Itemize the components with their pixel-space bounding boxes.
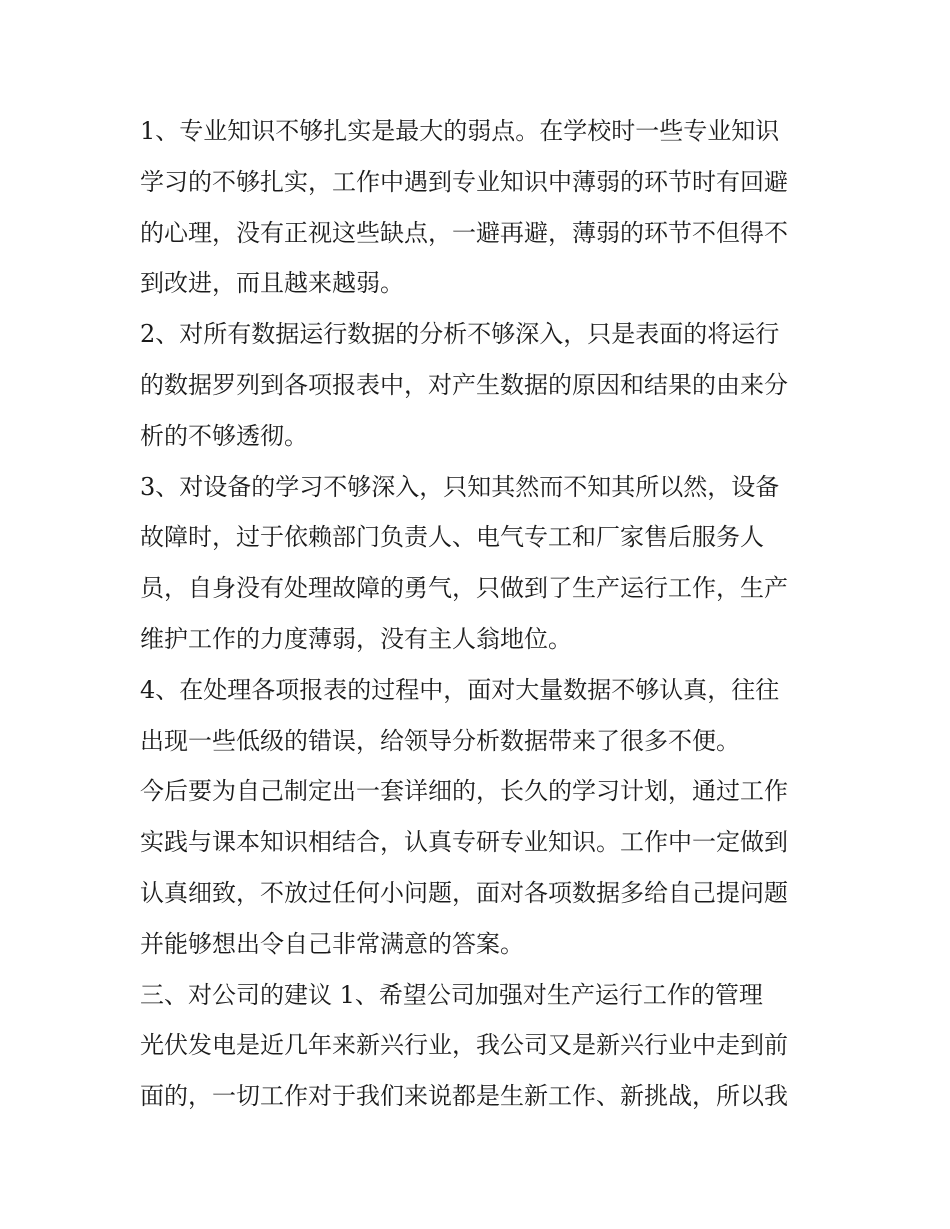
text-line: 并能够想出令自己非常满意的答案。 [140,929,524,958]
text-line: 故障时，过于依赖部门负责人、电气专工和厂家售后服务人 [140,523,764,552]
text-line: 的心理，没有正视这些缺点，一避再避，薄弱的环节不但得不 [140,218,788,247]
text-line: 维护工作的力度薄弱，没有主人翁地位。 [140,624,572,653]
text-line: 光伏发电是近几年来新兴行业，我公司又是新兴行业中走到前 [140,1031,788,1060]
text-line: 三、对公司的建议 1、希望公司加强对生产运行工作的管理 [140,980,763,1009]
text-line: 1、专业知识不够扎实是最大的弱点。在学校时一些专业知识 [140,117,780,145]
text-line: 出现一些低级的错误，给领导分析数据带来了很多不便。 [140,726,740,755]
text-line: 面的，一切工作对于我们来说都是生新工作、新挑战，所以我 [140,1082,788,1111]
text-line: 学习的不够扎实，工作中遇到专业知识中薄弱的环节时有回避 [140,167,788,196]
text-line: 的数据罗列到各项报表中，对产生数据的原因和结果的由来分 [140,370,788,399]
text-line: 到改进，而且越来越弱。 [140,269,404,298]
text-line: 实践与课本知识相结合，认真专研专业知识。工作中一定做到 [140,828,788,857]
text-line: 4、在处理各项报表的过程中，面对大量数据不够认真，往往 [140,675,780,704]
document-body [140,106,820,1122]
text-line: 2、对所有数据运行数据的分析不够深入，只是表面的将运行 [140,320,780,349]
text-line: 今后要为自己制定出一套详细的，长久的学习计划，通过工作 [140,777,788,806]
text-line: 3、对设备的学习不够深入，只知其然而不知其所以然，设备 [140,472,780,501]
text-line: 认真细致，不放过任何小问题，面对各项数据多给自己提问题 [140,878,788,907]
text-line: 析的不够透彻。 [140,421,308,450]
text-line: 员，自身没有处理故障的勇气，只做到了生产运行工作，生产 [140,574,788,603]
